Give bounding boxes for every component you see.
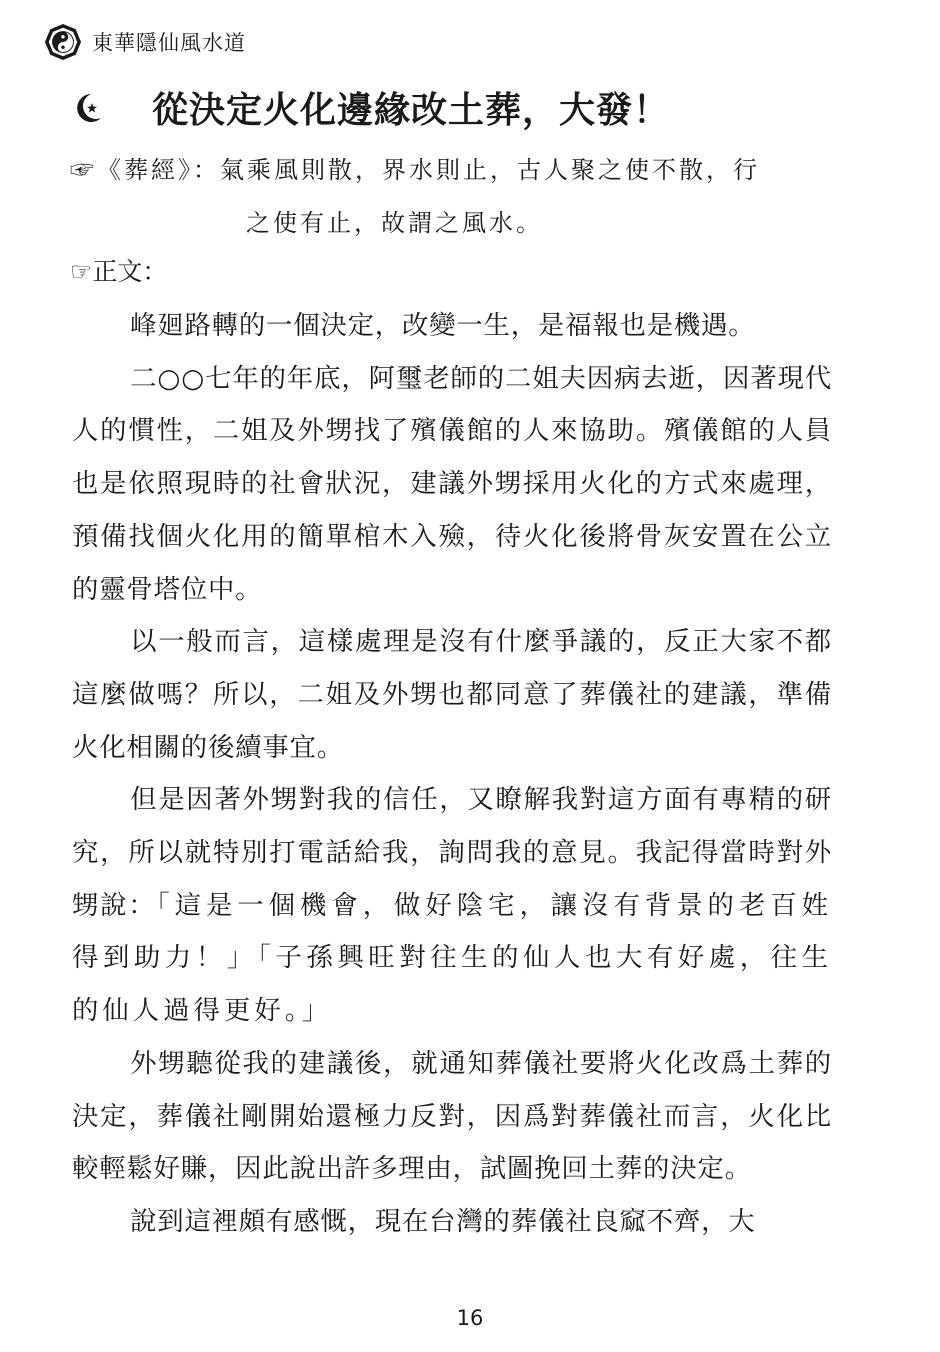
paragraph-3: 以一般而言，這樣處理是沒有什麼爭議的，反正大家不都這麼做嗎？所以，二姐及外甥也都同意了葬儀社的建議，準備火化相關的後續事宜。 xyxy=(72,626,832,763)
quote-line-1 xyxy=(70,150,760,185)
paragraph-6: 說到這裡頗有感慨，現在台灣的葬儀社良窳不齊，大 xyxy=(130,1205,756,1237)
quote-line-2 xyxy=(246,203,543,238)
paragraph-2: 二○○七年的年底，阿璽老師的二姐夫因病去逝，因著現代人的慣性，二姐及外甥找了殯儀館的人來協助。殯儀館的人員也是依照現時的社會狀況，建議外甥採用火化的方式來處理，預備找個火化用的簡單棺木入殮，待火化後將骨灰安置在公立的靈骨塔位中。 xyxy=(72,362,832,605)
page-title: 從決定火化邊緣改土葬，大發！ xyxy=(152,90,671,131)
paragraph-4-quote: 「這是一個機會，做好陰宅，讓沒有背景的老百姓得到助力！」「子孫興旺對往生的仙人也大有好處，往生的仙人過得更好。」 xyxy=(72,889,832,1027)
pointing-hand-icon: ☞ xyxy=(70,257,93,286)
quote-text-2: 之使有止，故謂之風水。 xyxy=(246,209,543,237)
quote-text-1: 《葬經》：氣乘風則散，界水則止，古人聚之使不散，行 xyxy=(97,156,760,184)
bagua-taiji-icon xyxy=(44,23,82,61)
page-number: 16 xyxy=(456,1306,484,1330)
paragraph-1: 峰廻路轉的一個決定，改變一生，是福報也是機遇。 xyxy=(130,310,756,341)
pointing-hand-icon: ☞ xyxy=(70,156,97,184)
section-label xyxy=(70,252,167,288)
paragraph-5: 外甥聽從我的建議後，就通知葬儀社要將火化改爲土葬的決定，葬儀社剛開始還極力反對，因爲對葬儀社而言，火化比較輕鬆好賺，因此說出許多理由，試圖挽回土葬的決定。 xyxy=(72,1047,832,1185)
page-header xyxy=(44,22,246,62)
title-row xyxy=(70,78,870,138)
site-name: 東華隱仙風水道 xyxy=(92,31,246,55)
paragraph-4-text: 但是因著外甥對我的信任，又瞭解我對這方面有專精的研究，所以就特別打電話給我，詢問我的意見。我記得當時對外甥說： xyxy=(72,784,832,921)
section-label-text: 正文： xyxy=(92,257,168,286)
paragraph-4 xyxy=(72,774,832,1038)
body-text xyxy=(72,300,832,1249)
crescent-star-icon xyxy=(70,91,104,125)
